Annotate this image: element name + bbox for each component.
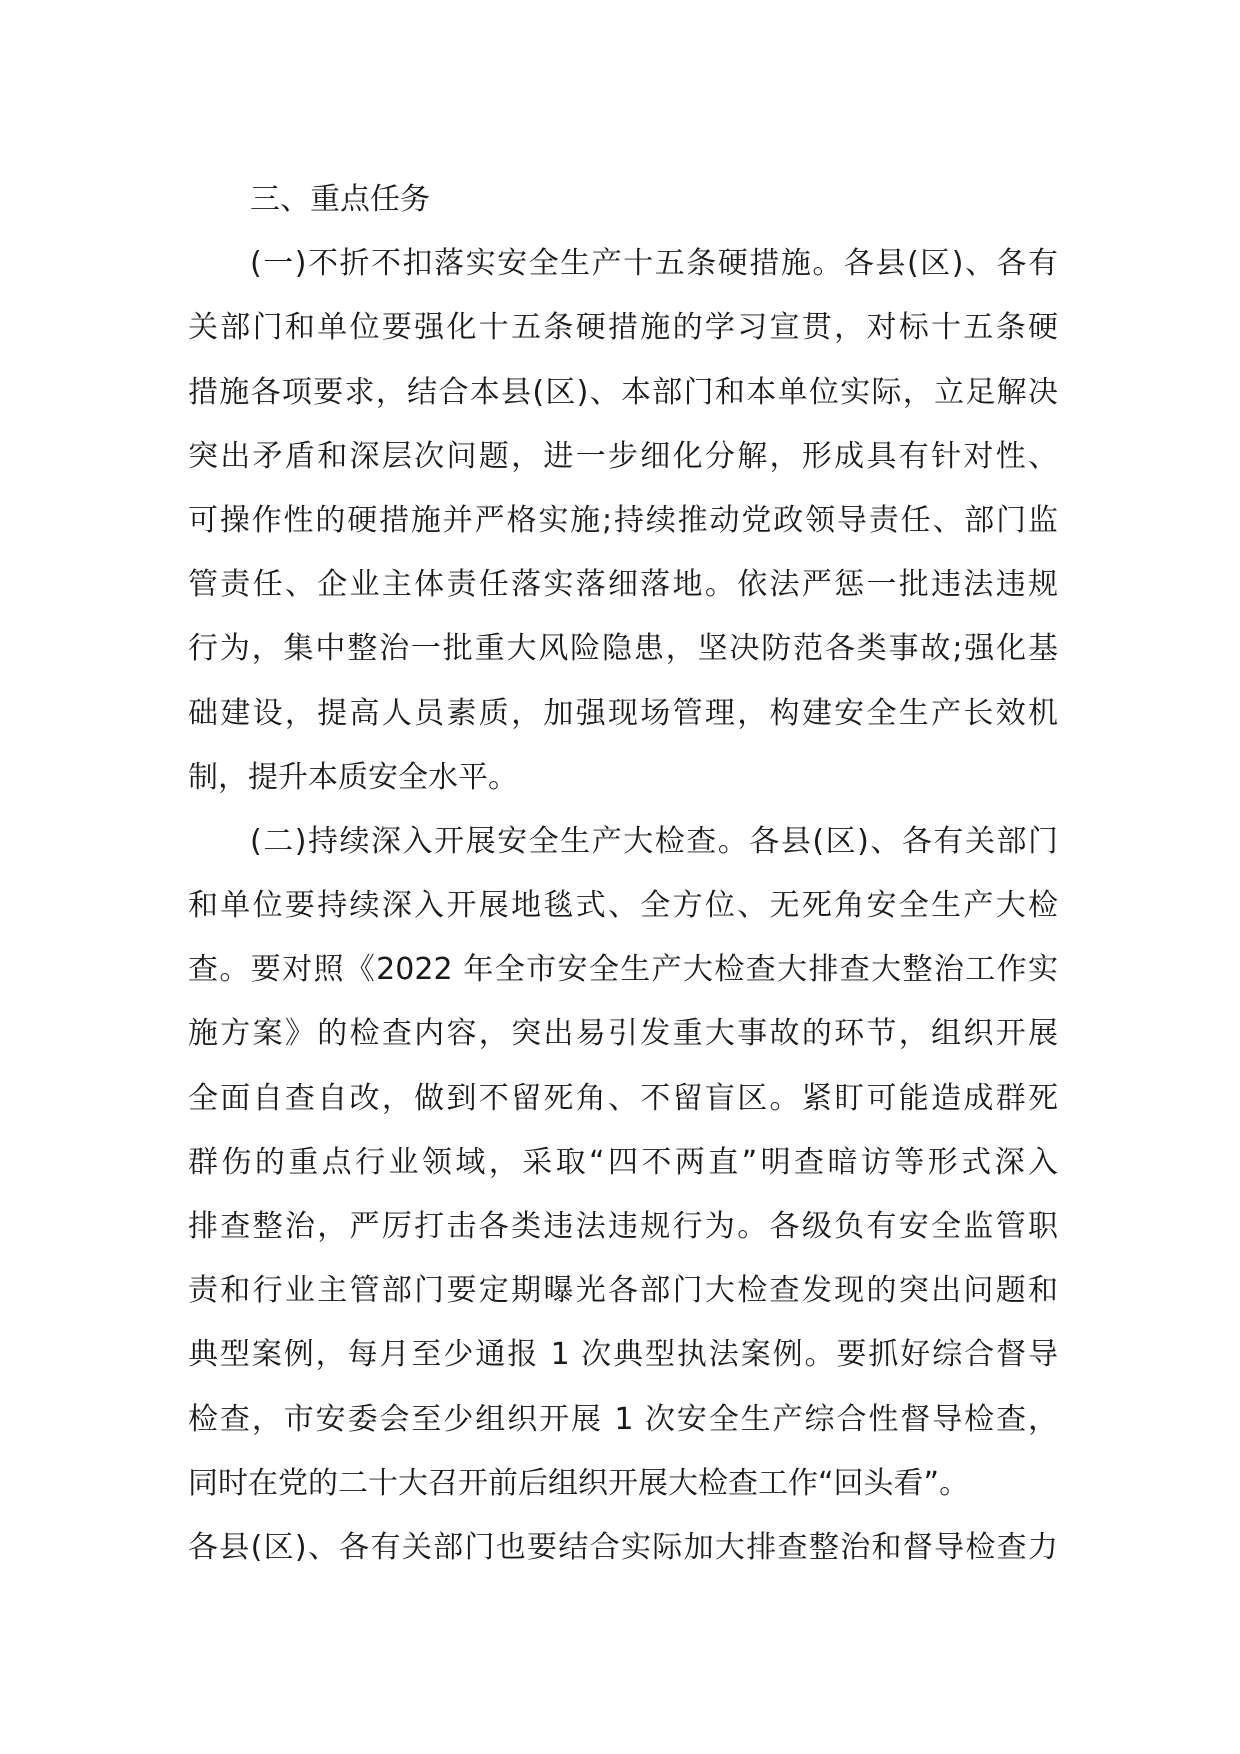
document-body	[188, 168, 1058, 1580]
paragraph-line: 排查整治，严厉打击各类违法违规行为。各级负有安全监管职	[188, 1209, 1058, 1244]
paragraph-line: 可操作性的硬措施并严格实施;持续推动党政领导责任、部门监	[188, 502, 1058, 538]
paragraph-line: 和单位要持续深入开展地毯式、全方位、无死角安全生产大检	[188, 888, 1058, 924]
paragraph-line: 同时在党的二十大召开前后组织开展大检查工作“回头看”。	[188, 1465, 970, 1501]
paragraph-line: 础建设，提高人员素质，加强现场管理，构建安全生产长效机	[188, 695, 1058, 731]
paragraph-line: 责和行业主管部门要定期曝光各部门大检查发现的突出问题和	[188, 1273, 1058, 1309]
paragraph-line: 各县(区)、各有关部门也要结合实际加大排查整治和督导检查力	[188, 1529, 1058, 1565]
paragraph-line: 行为，集中整治一批重大风险隐患，坚决防范各类事故;强化基	[188, 631, 1058, 667]
paragraph-line: 检查，市安委会至少组织开展 1 次安全生产综合性督导检查，	[188, 1401, 1058, 1437]
paragraph-line: 施方案》的检查内容，突出易引发重大事故的环节，组织开展	[188, 1016, 1058, 1052]
paragraph-line: 查。要对照《2022 年全市安全生产大检查大排查大整治工作实	[188, 952, 1058, 988]
paragraph-line: 制，提升本质安全水平。	[188, 759, 518, 795]
paragraph-line: 措施各项要求，结合本县(区)、本部门和本单位实际，立足解决	[188, 374, 1058, 410]
paragraph-line: (二)持续深入开展安全生产大检查。各县(区)、各有关部门	[250, 823, 1058, 859]
paragraph-line: 管责任、企业主体责任落实落细落地。依法严惩一批违法违规	[188, 567, 1058, 603]
paragraph-line: 典型案例，每月至少通报 1 次典型执法案例。要抓好综合督导	[188, 1337, 1058, 1373]
paragraph-line: 群伤的重点行业领域，采取“四不两直”明查暗访等形式深入	[188, 1144, 1058, 1180]
paragraph-line: 关部门和单位要强化十五条硬措施的学习宣贯，对标十五条硬	[188, 310, 1058, 346]
section-heading: 三、重点任务	[250, 182, 430, 217]
paragraph-line: (一)不折不扣落实安全生产十五条硬措施。各县(区)、各有	[250, 246, 1058, 282]
paragraph-line: 全面自查自改，做到不留死角、不留盲区。紧盯可能造成群死	[188, 1080, 1058, 1116]
paragraph-line: 突出矛盾和深层次问题，进一步细化分解，形成具有针对性、	[188, 438, 1058, 474]
